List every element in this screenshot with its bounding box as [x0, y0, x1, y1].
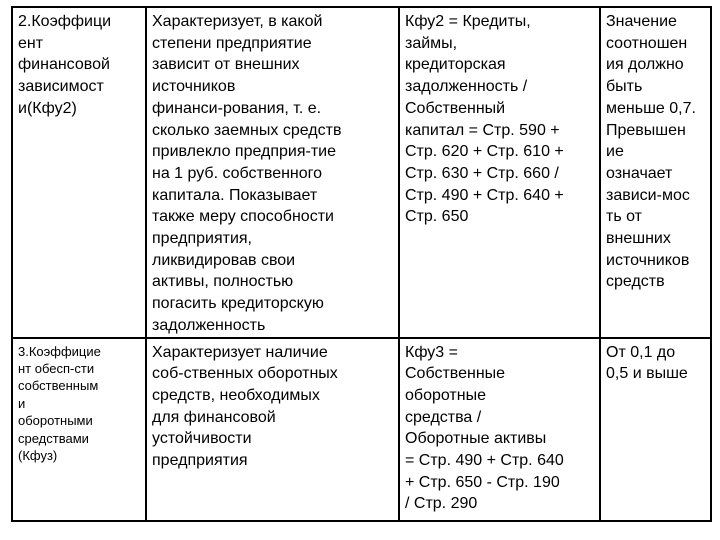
coefficients-table — [11, 6, 712, 522]
table-row — [12, 338, 711, 521]
coefficient-description-cell: Характеризует, в какой степени предприятие зависит от внешних источников финанси-рования, т. е. сколько заемных средств привлекло предприя-тие на 1 руб. собственного капитала. Показывает также меру способности предприятия, ликвидировав свои активы, полностью погасить кредиторскую задолженность — [146, 7, 399, 338]
coefficient-norm-cell: Значение соотношен ия должно быть меньше 0,7. Превышен ие означает зависи-мос ть от внешних источников средств — [600, 7, 711, 338]
coefficient-description-cell: Характеризует наличие соб-ственных оборотных средств, необходимых для финансовой устойчивости предприятия — [146, 338, 399, 521]
coefficient-name-cell: 3.Коэффицие нт обесп-сти собственным и оборотными средствами (Кфуз) — [12, 338, 146, 521]
coefficient-norm-cell: От 0,1 до 0,5 и выше — [600, 338, 711, 521]
coefficient-formula-cell: Кфу3 = Собственные оборотные средства / Оборотные активы = Стр. 490 + Стр. 640 + Стр. 650 - Стр. 190 / Стр. 290 — [399, 338, 600, 521]
coefficient-formula-cell: Кфу2 = Кредиты, займы, кредиторская задолженность / Собственный капитал = Стр. 590 + Стр. 620 + Стр. 610 + Стр. 630 + Стр. 660 / Стр. 490 + Стр. 640 + Стр. 650 — [399, 7, 600, 338]
coefficient-name-cell: 2.Коэффици ент финансовой зависимост и(Кфу2) — [12, 7, 146, 338]
table-row — [12, 7, 711, 338]
